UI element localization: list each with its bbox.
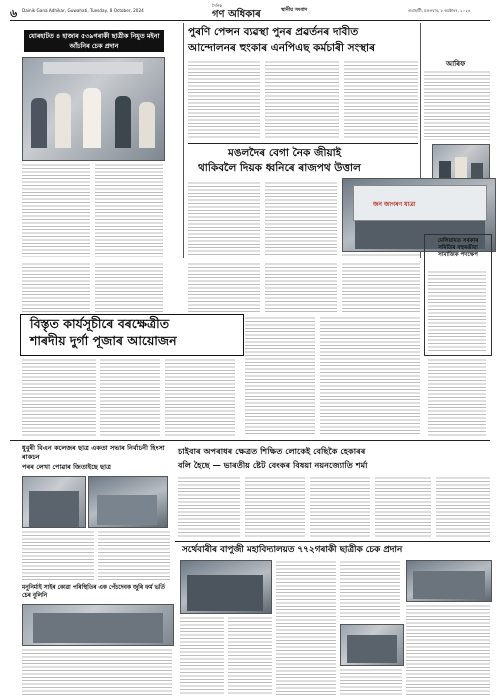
article-body: [276, 560, 336, 696]
article-body: [344, 60, 418, 140]
middle-headline-line2: থাকিবলৈ দিয়ক ধ্বনিৰে ৰাজপথ উত্তাল: [198, 162, 361, 174]
durga-headline-line2: শাৰদীয় দুৰ্গা পূজাৰ আয়োজন: [30, 333, 177, 348]
photo-subject: [55, 93, 71, 148]
article-body: [428, 270, 486, 352]
article-body: [188, 262, 260, 312]
article-body: [180, 616, 224, 696]
article-body: [188, 60, 260, 140]
article-photo: [22, 604, 174, 646]
photo-subject: [139, 102, 155, 148]
bottom-headline: সৰ্থেবাৰীৰ বাপুজী মহাবিদ্যালয়ত ৭৭২গৰাকী ছাত্ৰীক চেক প্ৰদান: [182, 545, 403, 555]
right-column-byline: আৰিফ: [446, 59, 466, 68]
bank-headline-line2: বলি হৈছে — ভাৰতীয় ষ্টেট বেংকৰ বিষয়া নয়নজ্যোতি শৰ্মা: [178, 460, 368, 470]
article-body: [436, 476, 490, 538]
photo-banner: [43, 62, 143, 74]
article-body: [428, 358, 486, 436]
article-body: [342, 253, 420, 257]
photo-subject: [413, 571, 485, 599]
photo-subject: [115, 96, 131, 148]
photo-subject: [29, 491, 79, 527]
article-photo: [340, 624, 404, 666]
photo-subject: [31, 98, 47, 148]
article-body: [98, 530, 170, 582]
article-body: [178, 476, 240, 538]
article-photo: [22, 476, 86, 528]
article-body: [245, 316, 315, 436]
column-divider: [183, 23, 184, 258]
article-body: [188, 181, 260, 257]
article-body: [310, 476, 370, 538]
logo-main: গণ অধিকাৰ: [212, 9, 261, 20]
article-body: [22, 358, 96, 436]
article-body: [22, 163, 90, 257]
section-label: স্থানীয় সংবাদ: [281, 7, 308, 13]
dhubri-headline: ধুবুৰী বিএন কলেজৰ ছাত্ৰ একতা সভাৰ নিৰ্বাচনী হিংসা ৰাকচন: [22, 444, 165, 461]
article-body: [320, 316, 420, 436]
masthead-date: গুৱাহাটী, মঙলবাৰ, ৮ অক্টোবৰ, ২০২৪: [408, 8, 471, 13]
edition-line: Dainik Gana Adhikar, Guwahati, Tuesday, 8 October, 2024: [22, 8, 144, 13]
article-photo: [22, 57, 165, 161]
photo-subject: [347, 635, 397, 663]
photo-subject: [33, 613, 163, 643]
left-small-headline: মনুনিৰ্মাই সাইৰ কোৱা পৰিস্থিতিৰ এক পেঁচদেবক জুৰি ফৰ্ম ভৰ্তি চেৰ বুলিনি: [22, 585, 165, 599]
logo-prefix: দৈনিক: [212, 3, 223, 8]
article-photo: [180, 560, 272, 614]
article-body: [100, 358, 160, 436]
article-body: [406, 604, 490, 696]
article-body: [245, 476, 305, 538]
article-photo: [406, 560, 492, 602]
section-rule: [175, 541, 490, 542]
middle-headline-line1: মঙলদৈৰ বেগা নৈক জীয়াই: [228, 147, 342, 159]
article-body: [340, 560, 400, 620]
masthead-rule: [10, 20, 490, 21]
article-body: [340, 668, 402, 696]
article-body: [22, 648, 172, 696]
article-body: [228, 616, 272, 696]
section-rule: [188, 143, 418, 144]
article-body: [95, 163, 163, 257]
top-right-headline-line2: আন্দোলনৰ হুংকাৰ এনপিএছ কৰ্মচাৰী সংস্থাৰ: [188, 42, 375, 54]
article-body: [165, 358, 235, 436]
article-body: [22, 262, 90, 312]
article-body: [95, 262, 163, 312]
photo-subject: [97, 495, 157, 525]
top-left-boxed-headline: যোৰহাটত ৪ হাজাৰ ৫৩৯গৰাকী ছাত্ৰীক নিযুত মইনা আঁচনিৰ চেক প্ৰদান: [24, 30, 164, 52]
bank-headline-line1: চাইবাৰ অপৰাধৰ ক্ষেত্ৰত শিক্ষিত লোকেই বেছিকৈ হেকাৰৰ: [178, 446, 366, 456]
article-body: [265, 181, 337, 257]
right-box-headline: মেলিয়ামত সৰকাৰ সমিতিৰ বহুৰঙীয়া সামাজিক পদক্ষেপ: [437, 238, 479, 258]
article-body: [265, 262, 337, 312]
top-right-headline-line1: পুৰণি পেন্সন ব্যৱস্থা পুনৰ প্ৰৱৰ্তনৰ দাবীত: [188, 26, 359, 38]
article-body: [424, 70, 490, 140]
article-body: [22, 530, 94, 582]
page-number: ৬: [10, 7, 18, 20]
article-body: [265, 60, 339, 140]
photo-subject: [187, 575, 263, 611]
dhubri-subhead: পৰৰ লেখা পোৱাৰ জিতাইছে ছাত্ৰ: [22, 463, 111, 471]
durga-headline-line1: বিস্তৃত কাৰ্যসূচীৰে বৰক্ষেত্ৰীত: [30, 316, 170, 331]
photo-subject: [83, 88, 101, 148]
article-photo: [88, 476, 168, 528]
article-body: [375, 476, 431, 538]
article-body: [342, 262, 420, 312]
banner-text: জন জাগৰণ যাত্ৰা: [373, 201, 416, 208]
section-rule: [10, 440, 490, 441]
masthead-logo: [200, 3, 266, 20]
